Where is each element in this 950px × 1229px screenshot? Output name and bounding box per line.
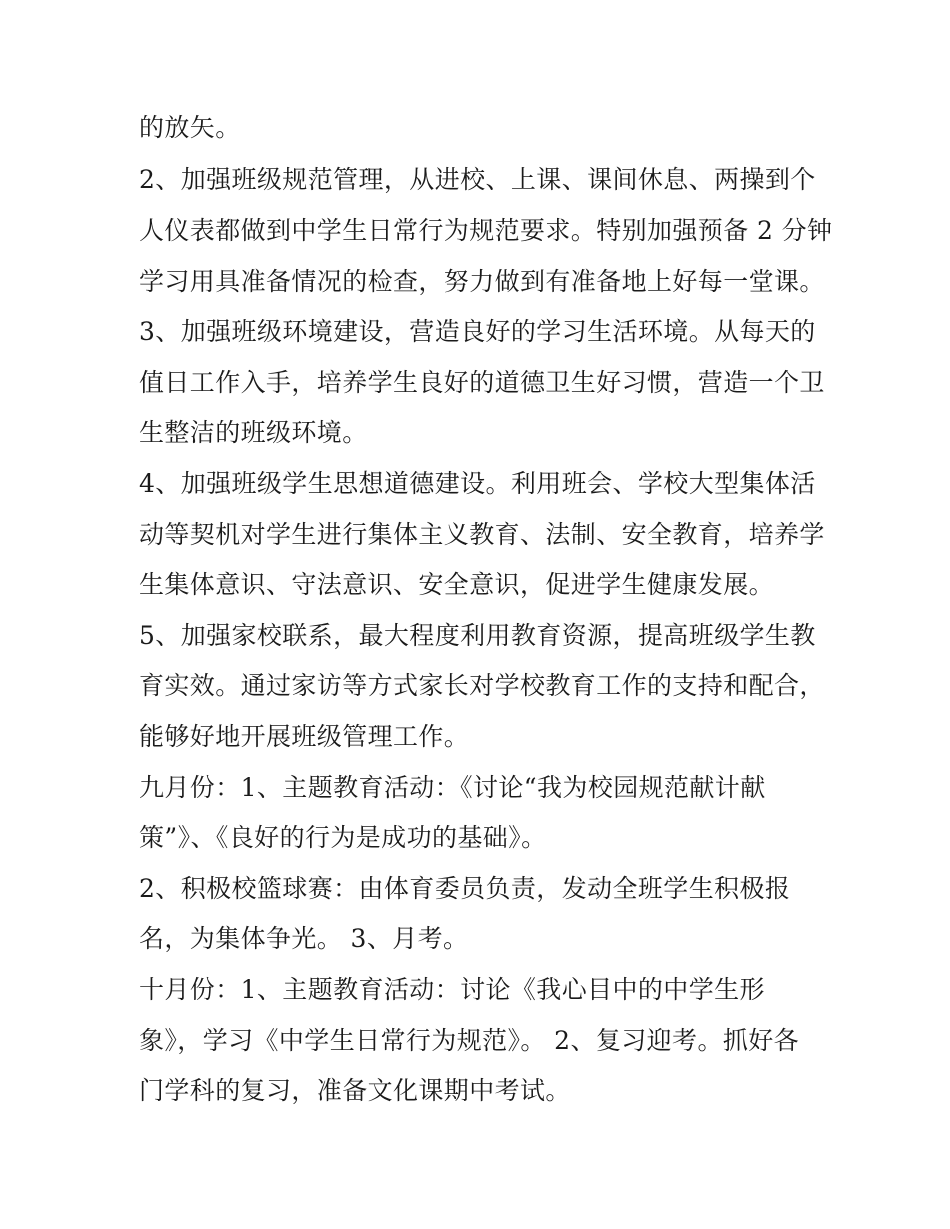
text-line: 十月份：1、主题教育活动：讨论《我心目中的中学生形 [139,975,765,1004]
text-line: 策”》、《良好的行为是成功的基础》。 [139,823,547,852]
text-line: 学习用具准备情况的检查，努力做到有准备地上好每一堂课。 [139,267,825,296]
text-line: 九月份：1、主题教育活动：《讨论“我为校园规范献计献 [139,773,766,802]
text-line: 育实效。通过家访等方式家长对学校教育工作的支持和配合， [139,671,825,700]
text-line: 门学科的复习，准备文化课期中考试。 [139,1076,571,1105]
text-line: 动等契机对学生进行集体主义教育、法制、安全教育，培养学 [139,520,825,549]
text-line: 生集体意识、守法意识、安全意识，促进学生健康发展。 [139,570,775,599]
text-line: 名，为集体争光。 3、月考。 [139,924,469,953]
text-line: 2、加强班级规范管理，从进校、上课、课间休息、两操到个 [139,165,816,194]
text-line: 生整洁的班级环境。 [139,418,368,447]
text-line: 5、加强家校联系，最大程度利用教育资源，提高班级学生教 [139,621,816,650]
text-line: 值日工作入手，培养学生良好的道德卫生好习惯，营造一个卫 [139,368,825,397]
text-line: 2、积极校篮球赛：由体育委员负责，发动全班学生积极报 [139,874,791,903]
text-line: 能够好地开展班级管理工作。 [139,722,470,751]
text-line: 3、加强班级环境建设，营造良好的学习生活环境。从每天的 [139,317,816,346]
text-line: 象》，学习《中学生日常行为规范》。 2、复习迎考。抓好各 [139,1026,800,1055]
text-line: 人仪表都做到中学生日常行为规范要求。特别加强预备 2 分钟 [139,216,833,245]
text-line: 的放矢。 [139,113,241,142]
text-line: 4、加强班级学生思想道德建设。利用班会、学校大型集体活 [139,469,816,498]
